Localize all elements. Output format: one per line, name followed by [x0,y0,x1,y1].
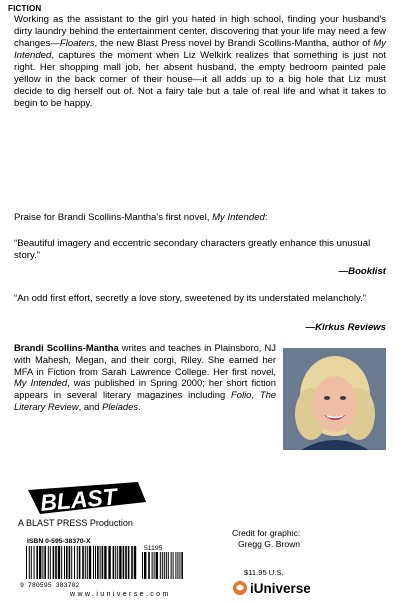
isbn-number: ISBN 0-595-38370-X [27,538,91,545]
book-title: Floaters [59,38,95,49]
logo-text: BLAST [39,483,118,516]
iuniverse-logo [232,578,352,598]
review-source-booklist: —Booklist [338,266,386,277]
graphic-credit: Credit for graphic: Gregg G. Brown [232,528,301,549]
review-quote-kirkus: “An odd first effort, secretly a love story, sweetened by its understated melancholy.” [14,293,366,304]
production-line: A BLAST PRESS Production [18,518,133,528]
isbn-barcode [18,536,186,589]
blast-press-logo [20,480,150,521]
price-code: 51195 [144,545,163,552]
category-label: FICTION [8,4,42,13]
author-name: Brandi Scollins-Mantha [14,342,119,353]
praise-intro: Praise for Brandi Scollins-Mantha's first novel, My Intended: [14,212,268,223]
barcode-digits: 9 780595 383702 [20,582,80,589]
publisher-name: iUniverse [250,581,311,596]
previous-book-title: My Intended [14,38,386,61]
author-photo-icon [283,348,386,450]
review-source-kirkus: —Kirkus Reviews [305,322,386,333]
author-bio: Brandi Scollins-Mantha writes and teaches in Plainsboro, NJ with Mahesh, Megan, and their corgi, Riley. She earned her MFA in Fiction from Sarah Lawrence College. Her first novel, My Intended, was published in Spring 2000; her short fiction appears in several literary magazines including Folio, The Literary Review, and Pleiades. [14,342,276,412]
author-photo-drawing [283,348,386,450]
review-quote-booklist: “Beautiful imagery and eccentric secondary characters greatly enhance this unusual story.” [14,238,371,261]
publisher-url: www.iuniverse.com [70,591,171,598]
price: $11.95 U.S. [244,568,284,577]
book-blurb: Working as the assistant to the girl you hated in high school, finding your husband's dirty laundry behind the entertainment center, discovering that your life may need a few changes—Floaters, the new Blast Press novel by Brandi Scollins-Mantha, author of My Intended, captures the moment when Liz Welkirk realizes that something is just not right. Her shopping mall job, her absent husband, the empty bedroom painted pale yellow in the back corner of their house—it all adds up to a big hole that Liz must decide to dig herself out of. Not a fairy tale but a tale of real life and what it takes to begin to be happy. [14,14,386,109]
